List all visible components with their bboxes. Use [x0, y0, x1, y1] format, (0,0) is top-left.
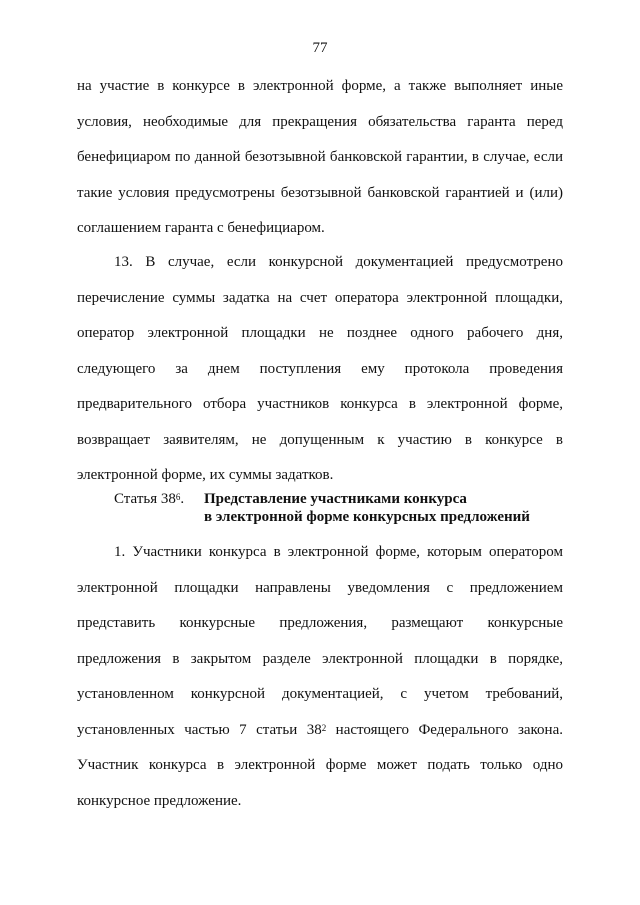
text-line: соглашением гаранта с бенефициаром.	[77, 220, 325, 236]
article-number: Статья $38^6$.	[114, 491, 185, 507]
text-line: предварительного отбора участников конкурса в электронной форме,	[77, 396, 563, 412]
text-line: конкурсное предложение.	[77, 792, 242, 809]
text-line: предложения в закрытом разделе электронной площадки в порядке,	[77, 650, 563, 667]
text-line: бенефициаром по данной безотзывной банковской гарантии, в случае, если	[77, 149, 563, 165]
text-line: представить конкурсные предложения, размещают конкурсные	[77, 615, 563, 631]
article-title: Представление участниками конкурса в электронной форме конкурсных предложений	[204, 491, 530, 525]
text-line: электронной форме, их суммы задатков.	[77, 467, 334, 483]
text-line: следующего за днем поступления ему протокола проведения	[77, 360, 563, 377]
paragraph-13-deposit-return	[77, 245, 563, 494]
page-number: 77	[312, 40, 328, 56]
text-line: на участие в конкурсе в электронной форме, а также выполняет иные	[77, 78, 563, 94]
text-line: такие условия предусмотрены безотзывной банковской гарантией и (или)	[77, 184, 563, 201]
text-line: установленных частью 7 статьи $38^2$ настоящего Федерального закона.	[77, 721, 563, 738]
text-line: оператор электронной площадки не позднее одного рабочего дня,	[77, 325, 563, 341]
paragraph-1-submission-of-proposals	[77, 535, 563, 819]
text-line: электронной площадки направлены уведомления с предложением	[77, 579, 563, 596]
paragraph-guarantee-conditions	[77, 69, 563, 247]
text-line: возвращает заявителям, не допущенным к участию в конкурсе в	[77, 431, 563, 448]
text-line: 1. Участники конкурса в электронной форме, которым оператором	[114, 544, 563, 560]
text-line: 13. В случае, если конкурсной документацией предусмотрено	[114, 254, 563, 270]
text-line: установленном конкурсной документацией, с учетом требований,	[77, 686, 563, 702]
text-line: условия, необходимые для прекращения обязательства гаранта перед	[77, 113, 563, 130]
text-line: перечисление суммы задатка на счет оператора электронной площадки,	[77, 289, 563, 306]
text-line: Участник конкурса в электронной форме может подать только одно	[77, 757, 563, 773]
